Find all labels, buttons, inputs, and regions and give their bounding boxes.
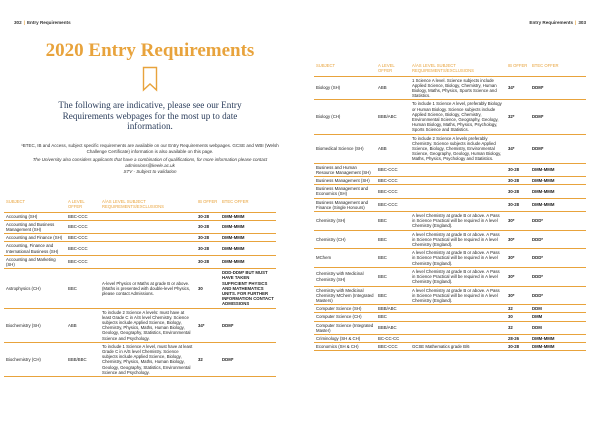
cell-alevel-offer: BBB/BBC [66,342,100,376]
cell-subject: Economics (SH & CH) [314,343,376,351]
cell-btec-offer: DDD-DDM* BUT MUST HAVE TAKEN SUFFICIENT PHYSICS AND MATHEMATICS UNITS. FOR FURTHER INFORMATION CONTACT ADMISSIONS [220,269,276,308]
cell-alevel-offer: BBC [376,286,410,305]
cell-ib-offer: 30* [506,267,530,286]
cell-btec-offer: DMM-MMM [530,198,586,211]
cell-btec-offer: DDM [530,321,586,334]
col-ib: IB OFFER [198,199,218,204]
page-number-right: 303 [578,20,586,25]
cell-ib-offer: 30 [196,269,220,308]
table-row [4,234,276,242]
cell-subject: Criminology (SH & CH) [314,334,376,342]
col-subject: SUBJECT [6,199,26,204]
cell-ib-offer: 30-28 [196,234,220,242]
cell-requirements [100,220,196,233]
cell-ib-offer: 30-28 [506,198,530,211]
cell-subject: Biochemistry (CH) [4,342,66,376]
cell-ib-offer: 30-28 [196,255,220,268]
cell-btec-offer: DMM-MMM [530,185,586,198]
header-divider: | [23,20,25,25]
running-header-right [529,20,586,25]
cell-btec-offer: DDD* [530,286,586,305]
cell-requirements: To include 2 Science A levels preferably Chemistry. Science subjects include Applied Science, Biology, Chemistry, Environmental Science, Geography, Geology, Human Biology, Maths, Physics, Psychology and Statistics. [410,134,506,163]
cell-requirements: A level Chemistry at grade B or above. A Pass in Science Practical will be required in A level Chemistry (England). [410,267,506,286]
cell-ib-offer: 30-28 [506,177,530,185]
cell-btec-offer: DMM-MMM [220,255,276,268]
requirements-table-left [4,199,276,377]
table-row [314,185,586,198]
cell-alevel-offer: BBC-CCC [66,234,100,242]
cell-requirements [410,321,506,334]
cell-subject: MChem [314,249,376,268]
cell-requirements: A-level Physics or Maths at grade B or above. (Maths is presented with double-level Physics, please contact Admissions. [100,269,196,308]
right-page [300,0,600,428]
cell-alevel-offer: ABB [66,308,100,342]
cell-requirements: To include 2 Science A levels: must have at least Grade C in A/S level Chemistry. Science subjects include Applied Science, Biology, Chemistry, Physics, Maths, Human Biology, Geology, Geography, Statistics, Environmental Science and Psychology. [100,308,196,342]
cell-btec-offer: DDD* [530,212,586,231]
cell-subject: Astrophysics (CH) [4,269,66,308]
cell-subject: Business Management and Economics (SH) [314,185,376,198]
cell-btec-offer: DMM-MMM [530,334,586,342]
cell-requirements: A level Chemistry at grade B or above. A Pass in Science Practical will be required in A level Chemistry (England). [410,286,506,305]
running-header-left [14,20,71,25]
cell-requirements: A level Chemistry at grade B or above. A Pass in Science Practical will be required in A level Chemistry (England). [410,230,506,249]
col-btec: BTEC OFFER [222,199,249,204]
col-requirements: A/AS LEVEL SUBJECT REQUIREMENTS/EXCLUSIONS [412,63,474,73]
cell-requirements: To include 1 Science A level, must have at least Grade C in A/S level Chemistry. Science subjects include Applied Science, Biology, Chemistry, Physics, Maths, Human Biology, Geology, Geography, Statistics, Environmental Science and Psychology. [100,342,196,376]
cell-requirements: A level Chemistry at grade B or above. A Pass in Science Practical will be required in A level Chemistry (England). [410,249,506,268]
cell-requirements [410,185,506,198]
cell-ib-offer: 30-28 [506,185,530,198]
cell-ib-offer: 34* [506,76,530,100]
table-row [314,230,586,249]
col-alevel: A LEVEL OFFER [378,63,395,73]
cell-btec-offer: DMM-MMM [220,220,276,233]
table-row [314,212,586,231]
cell-ib-offer: 32 [506,305,530,313]
cell-subject: Accounting (SH) [4,212,66,220]
cell-btec-offer: DDD* [530,230,586,249]
col-requirements: A/AS LEVEL SUBJECT REQUIREMENTS/EXCLUSIONS [102,199,164,209]
table-row [314,198,586,211]
cell-alevel-offer: BBC-CCC [376,343,410,351]
table-row [314,313,586,321]
cell-subject: Biology (SH) [314,76,376,100]
cell-ib-offer: 30* [506,212,530,231]
header-divider: | [575,20,577,25]
cell-btec-offer: DDM [530,305,586,313]
section-name-left: Entry Requirements [26,20,71,25]
table-row [4,220,276,233]
table-row [314,305,586,313]
page-title: 2020 Entry Requirements [45,40,255,61]
col-alevel: A LEVEL OFFER [68,199,85,209]
cell-subject: Accounting, Finance and International Business (SH) [4,242,66,255]
table-row [314,267,586,286]
chevron-banner-icon [142,66,158,92]
cell-subject: Accounting and Business Management (SH) [4,220,66,233]
cell-subject: Chemistry with Medicinal Chemistry MChem (Integrated Masters) [314,286,376,305]
cell-requirements [410,305,506,313]
cell-requirements [410,163,506,176]
cell-ib-offer: 32 [506,321,530,334]
cell-alevel-offer: BBC-CCC [376,185,410,198]
cell-subject: Accounting and Finance (SH) [4,234,66,242]
cell-ib-offer: 30* [506,286,530,305]
cell-subject: Biomedical Science (SH) [314,134,376,163]
note-stv: STV - Subject to validation [123,169,177,174]
cell-requirements: GCSE Mathematics grade B/6 [410,343,506,351]
cell-ib-offer: 34* [196,308,220,342]
cell-requirements [100,242,196,255]
cell-alevel-offer: BBC-CCC [66,212,100,220]
cell-alevel-offer: BBC [376,249,410,268]
table-row [314,343,586,351]
table-row [4,308,276,342]
table-row [314,334,586,342]
cell-subject: Biology (CH) [314,100,376,134]
cell-subject: Computer Science (Integrated Master) [314,321,376,334]
cell-btec-offer: DMM-MMM [220,234,276,242]
section-name-right: Entry Requirements [529,20,574,25]
table-row [314,249,586,268]
cell-alevel-offer: BBC-CCC [376,163,410,176]
table-row [4,342,276,376]
cell-alevel-offer: BBC [376,267,410,286]
cell-subject: Business Management (SH) [314,177,376,185]
cell-ib-offer: 32* [506,100,530,134]
table-row [314,134,586,163]
cell-subject: Chemistry (SH) [314,212,376,231]
cell-ib-offer: 30-28 [506,163,530,176]
table-row [314,76,586,100]
cell-requirements: A level Chemistry at grade B or above. A Pass in Science Practical will be required in A level Chemistry (England). [410,212,506,231]
col-btec: BTEC OFFER [532,63,559,68]
table-row [314,286,586,305]
cell-btec-offer: DMM-MMM [220,242,276,255]
table-row [4,269,276,308]
cell-btec-offer: DMM-MMM [530,163,586,176]
cell-subject: Accounting and Marketing (SH) [4,255,66,268]
cell-btec-offer: DMM [530,313,586,321]
cell-alevel-offer: BBB/ABC [376,321,410,334]
cell-requirements: To include 1 Science A level, preferably Biology or Human Biology. Science subjects include Applied Science, Biology, Chemistry, Environmental Science, Geography, Geology, Human Biology, Maths, Physics, Psychology, Sports Science and Statistics. [410,100,506,134]
cell-alevel-offer: BBB/ABC [376,100,410,134]
col-subject: SUBJECT [316,63,336,68]
cell-subject: Biochemistry (SH) [4,308,66,342]
cell-ib-offer: 28-26 [506,334,530,342]
cell-ib-offer: 30* [506,249,530,268]
cell-requirements: 1 Science A level. Science subjects include Applied Science, Biology, Chemistry, Human Biology, Maths, Physics, Sports Science and Statistics. [410,76,506,100]
cell-alevel-offer: BBC [376,212,410,231]
cell-requirements [100,212,196,220]
table-row [4,255,276,268]
cell-btec-offer: DDD* [530,267,586,286]
cell-ib-offer: 30-28 [196,212,220,220]
cell-alevel-offer: BBC [376,230,410,249]
cell-subject: Chemistry (CH) [314,230,376,249]
cell-ib-offer: 30-28 [196,242,220,255]
cell-requirements [100,234,196,242]
cell-alevel-offer: BBC-CCC [66,220,100,233]
cell-alevel-offer: BBC-CCC [376,198,410,211]
cell-alevel-offer: BBC-CCC [66,255,100,268]
cell-ib-offer: 30-28 [506,343,530,351]
cell-alevel-offer: BBC [376,313,410,321]
cell-alevel-offer: ABB [376,134,410,163]
cell-btec-offer: DDD* [530,249,586,268]
cell-alevel-offer: BBC-CCC [376,177,410,185]
cell-btec-offer: DMM-MMM [220,212,276,220]
cell-alevel-offer: BBB/ABC [376,305,410,313]
table-row [314,100,586,134]
cell-requirements [410,177,506,185]
table-row [314,177,586,185]
cell-btec-offer: DDM* [220,308,276,342]
cell-requirements [410,313,506,321]
cell-ib-offer: 32 [196,342,220,376]
table-row [4,212,276,220]
cell-btec-offer: DDM* [530,76,586,100]
cell-subject: Chemistry with Medicinal Chemistry (SH) [314,267,376,286]
cell-btec-offer: DMM-MMM [530,343,586,351]
cell-btec-offer: DDM* [220,342,276,376]
cell-alevel-offer: ABB [376,76,410,100]
cell-btec-offer: DMM-MMM [530,177,586,185]
intro-text: The following are indicative, please see our Entry Requirements webpages for the most up to date information. [58,100,242,132]
notes [20,143,280,175]
cell-subject: Computer Science (SH) [314,305,376,313]
cell-subject: Business and Human Resource Management (SH) [314,163,376,176]
cell-requirements [410,198,506,211]
note-combination: The University also considers applicants that have a combination of qualifications, for more information please contact admissions@keele.ac.uk [32,157,268,168]
table-row [314,163,586,176]
cell-ib-offer: 30-28 [196,220,220,233]
cell-requirements [410,334,506,342]
cell-btec-offer: DDM* [530,100,586,134]
cell-subject: Computer Science (CH) [314,313,376,321]
col-ib: IB OFFER [508,63,528,68]
cell-alevel-offer: BBC [66,269,100,308]
cell-btec-offer: DDM* [530,134,586,163]
note-btec: ¹BTEC, IB and Access, subject specific requirements are available on our Entry Requirements webpages. GCSE and WBI (Welsh Challenge Certificate) information is also available on this page. [21,143,279,154]
cell-alevel-offer: BC-CC-CC [376,334,410,342]
cell-subject: Business Management and Finance (Single Honours) [314,198,376,211]
cell-alevel-offer: BBC-CCC [66,242,100,255]
table-row [314,321,586,334]
cell-requirements [100,255,196,268]
cell-ib-offer: 30* [506,230,530,249]
cell-ib-offer: 34* [506,134,530,163]
requirements-table-right [314,63,586,351]
table-row [4,242,276,255]
cell-ib-offer: 30 [506,313,530,321]
table-header-row [314,63,586,76]
page-number-left: 302 [14,20,22,25]
table-header-row [4,199,276,212]
